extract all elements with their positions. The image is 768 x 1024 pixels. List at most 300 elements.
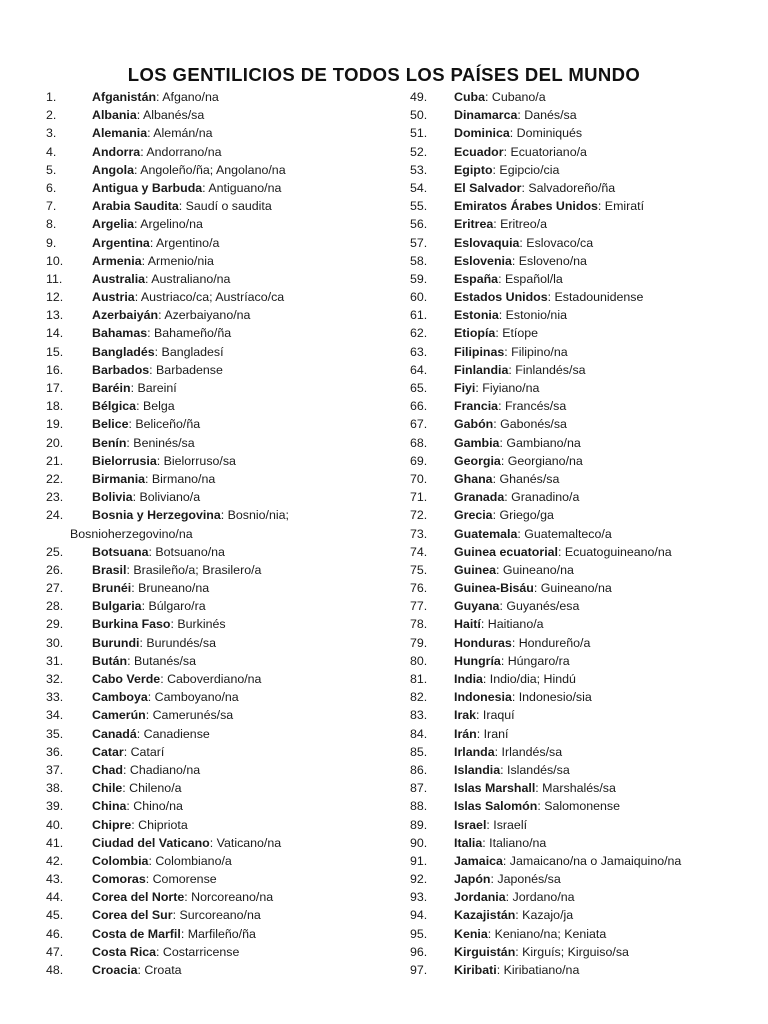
country-name: Corea del Sur — [92, 908, 173, 923]
country-name: Camerún — [92, 708, 146, 723]
item-entry — [92, 488, 200, 506]
demonym-text: : Kazajo/ja — [515, 908, 574, 923]
list-item — [410, 543, 760, 561]
list-item — [410, 943, 760, 961]
country-name: Granada — [454, 490, 505, 505]
demonym-text: : Argelino/na — [134, 217, 203, 232]
list-item — [410, 579, 760, 597]
country-name: Guyana — [454, 599, 500, 614]
demonym-text: : Argentino/a — [149, 235, 220, 250]
country-name: Bután — [92, 653, 128, 668]
country-name: Bélgica — [92, 399, 137, 414]
item-number: 19. — [46, 417, 64, 432]
item-entry — [92, 288, 284, 306]
list-item — [410, 634, 760, 652]
item-entry — [454, 179, 615, 197]
demonym-text: : Irlandés/sa — [494, 744, 563, 759]
country-name: Israel — [454, 817, 487, 832]
country-name: Brunéi — [92, 581, 132, 596]
country-name: Canadá — [92, 726, 137, 741]
item-entry — [92, 234, 219, 252]
item-number: 87. — [410, 781, 428, 796]
item-entry — [454, 288, 643, 306]
item-number: 8. — [46, 217, 57, 232]
item-entry — [454, 143, 587, 161]
demonym-text: : Ecuatoriano/a — [503, 144, 587, 159]
demonym-text: : Salvadoreño/ña — [521, 180, 616, 195]
item-entry — [454, 215, 547, 233]
country-name: Guinea — [454, 562, 496, 577]
item-entry — [454, 906, 573, 924]
item-entry — [454, 270, 563, 288]
list-item — [410, 88, 760, 106]
item-number: 47. — [46, 944, 64, 959]
list-item — [46, 124, 386, 142]
item-number: 42. — [46, 853, 64, 868]
item-number: 1. — [46, 90, 57, 104]
list-item — [46, 615, 386, 633]
item-number: 91. — [410, 853, 428, 868]
item-number: 57. — [410, 235, 428, 250]
list-item — [410, 288, 760, 306]
item-entry — [454, 725, 508, 743]
item-number: 37. — [46, 762, 64, 777]
item-number: 72. — [410, 508, 428, 523]
demonym-text: : Jordano/na — [505, 890, 575, 905]
country-name: Emiratos Árabes Unidos — [454, 199, 598, 214]
country-name: Japón — [454, 872, 491, 887]
list-item — [410, 870, 760, 888]
item-number: 3. — [46, 126, 57, 141]
list-item — [46, 88, 386, 106]
item-number: 6. — [46, 180, 57, 195]
item-entry — [454, 743, 562, 761]
country-name: Indonesia — [454, 690, 512, 705]
demonym-continuation: Bosnioherzegovino/na — [70, 526, 193, 541]
list-item — [46, 452, 386, 470]
item-number: 78. — [410, 617, 428, 632]
item-entry — [92, 124, 213, 142]
list-item — [46, 579, 386, 597]
list-item — [46, 161, 386, 179]
demonym-text: : Guatemalteco/a — [517, 526, 612, 541]
item-entry — [92, 434, 195, 452]
item-number: 75. — [410, 562, 428, 577]
demonym-text: : Salomonense — [537, 799, 620, 814]
item-entry — [454, 706, 515, 724]
item-number: 95. — [410, 926, 428, 941]
country-name: Georgia — [454, 453, 501, 468]
item-number: 12. — [46, 290, 64, 305]
demonym-text: : Dominiqués — [509, 126, 583, 141]
list-item — [410, 124, 760, 142]
demonym-text: : Finlandés/sa — [508, 362, 586, 377]
country-name: Islas Salomón — [454, 799, 538, 814]
demonym-text: : Chadiano/na — [122, 762, 201, 777]
item-number: 94. — [410, 908, 428, 923]
demonym-text: : Israelí — [486, 817, 528, 832]
item-number: 67. — [410, 417, 428, 432]
country-name: Andorra — [92, 144, 141, 159]
list-item — [46, 888, 386, 906]
item-entry — [92, 579, 209, 597]
item-entry — [92, 143, 222, 161]
demonym-text: : Egipcio/cia — [492, 162, 560, 177]
country-name: Chad — [92, 762, 123, 777]
item-entry — [92, 779, 182, 797]
demonym-text: : Iraquí — [476, 708, 515, 723]
country-name: Afganistán — [92, 90, 157, 104]
country-name: Ghana — [454, 471, 493, 486]
demonym-text: : Español/la — [498, 271, 563, 286]
demonym-text: : Estonio/nia — [498, 308, 567, 323]
demonym-text: : Andorrano/na — [140, 144, 222, 159]
country-name: Burkina Faso — [92, 617, 171, 632]
country-name: Gabón — [454, 417, 494, 432]
item-entry — [92, 561, 261, 579]
item-number: 46. — [46, 926, 64, 941]
item-number: 7. — [46, 199, 57, 214]
item-entry — [92, 725, 210, 743]
country-name: Croacia — [92, 963, 138, 977]
item-number: 53. — [410, 162, 428, 177]
item-number: 85. — [410, 744, 428, 759]
demonym-text: : Bosnio/nia; — [220, 508, 289, 523]
item-number: 68. — [410, 435, 428, 450]
demonym-text: : Iraní — [476, 726, 509, 741]
country-name: Jordania — [454, 890, 506, 905]
item-number: 35. — [46, 726, 64, 741]
list-item — [46, 434, 386, 452]
list-item — [410, 761, 760, 779]
item-number: 55. — [410, 199, 428, 214]
item-number: 27. — [46, 581, 64, 596]
list-item — [46, 270, 386, 288]
demonym-text: : Beliceño/ña — [128, 417, 201, 432]
country-name: Irlanda — [454, 744, 495, 759]
list-item — [46, 779, 386, 797]
item-entry — [454, 379, 539, 397]
demonym-text: : Azerbaiyano/na — [158, 308, 251, 323]
country-name: Colombia — [92, 853, 149, 868]
list-item — [410, 306, 760, 324]
item-number: 36. — [46, 744, 64, 759]
item-entry — [92, 106, 204, 124]
item-entry — [92, 179, 281, 197]
country-name: Argelia — [92, 217, 135, 232]
demonym-text: : Beninés/sa — [126, 435, 195, 450]
list-item — [46, 852, 386, 870]
list-item — [410, 743, 760, 761]
item-entry — [454, 943, 629, 961]
country-name: Dinamarca — [454, 108, 518, 123]
item-number: 86. — [410, 762, 428, 777]
country-name: Egipto — [454, 162, 493, 177]
demonym-text: : Comorense — [145, 872, 217, 887]
item-entry — [454, 306, 567, 324]
country-name: Islandia — [454, 762, 501, 777]
item-entry — [92, 743, 164, 761]
demonym-text: : Gambiano/na — [499, 435, 581, 450]
demonym-text: : Colombiano/a — [148, 853, 232, 868]
item-entry — [454, 852, 681, 870]
country-name: Chile — [92, 781, 123, 796]
item-number: 64. — [410, 362, 428, 377]
country-name: Armenia — [92, 253, 142, 268]
list-item — [410, 906, 760, 924]
item-number: 32. — [46, 672, 64, 686]
demonym-text: : Chino/na — [126, 799, 183, 814]
country-name: Guinea ecuatorial — [454, 544, 558, 559]
item-entry — [454, 397, 566, 415]
item-number: 80. — [410, 653, 428, 668]
item-entry — [92, 906, 261, 924]
demonym-text: : Emiratí — [597, 199, 645, 214]
country-name: Comoras — [92, 872, 146, 887]
item-number: 62. — [410, 326, 428, 341]
list-item-continuation — [46, 525, 386, 543]
list-item — [410, 525, 760, 543]
item-entry — [454, 779, 616, 797]
list-item — [46, 415, 386, 433]
item-entry — [92, 543, 225, 561]
country-name: Bosnia y Herzegovina — [92, 508, 221, 523]
item-entry — [92, 306, 250, 324]
list-item — [410, 234, 760, 252]
list-item — [410, 161, 760, 179]
item-entry — [92, 670, 261, 688]
item-number: 38. — [46, 781, 64, 796]
country-name: Irak — [454, 708, 477, 723]
item-number: 44. — [46, 890, 64, 905]
demonym-text: : Georgiano/na — [500, 453, 583, 468]
demonym-text: : Armenio/nia — [141, 253, 214, 268]
list-item — [46, 343, 386, 361]
item-entry — [92, 397, 175, 415]
demonym-text: : Angoleño/ña; Angolano/na — [134, 162, 286, 177]
country-name: Irán — [454, 726, 477, 741]
item-entry — [92, 888, 273, 906]
list-item — [410, 961, 760, 979]
demonym-text: : Bangladesí — [154, 344, 224, 359]
item-number: 82. — [410, 690, 428, 705]
item-number: 69. — [410, 453, 428, 468]
demonym-text: : Norcoreano/na — [184, 890, 274, 905]
demonym-text: : Belga — [136, 399, 175, 414]
list-item — [46, 234, 386, 252]
item-entry — [454, 124, 582, 142]
item-number: 63. — [410, 344, 428, 359]
demonym-text: : Vaticano/na — [209, 835, 282, 850]
list-item — [46, 761, 386, 779]
country-name: Camboya — [92, 690, 148, 705]
demonym-text: : Estadounidense — [547, 290, 644, 305]
item-number: 65. — [410, 381, 428, 395]
item-entry — [454, 106, 577, 124]
item-entry — [454, 361, 586, 379]
demonym-text: : Boliviano/a — [132, 490, 201, 505]
demonym-text: : Croata — [137, 963, 182, 977]
demonym-text: : Gabonés/sa — [493, 417, 567, 432]
list-item — [410, 706, 760, 724]
list-item — [46, 597, 386, 615]
item-number: 61. — [410, 308, 428, 323]
demonym-text: : Bielorruso/sa — [156, 453, 236, 468]
country-name: Azerbaiyán — [92, 308, 159, 323]
list-item — [46, 506, 386, 524]
demonym-text: : Búlgaro/ra — [141, 599, 206, 614]
demonym-text: : Costarricense — [156, 944, 240, 959]
country-name: Albania — [92, 108, 137, 123]
list-item — [410, 252, 760, 270]
item-entry — [92, 215, 203, 233]
demonym-text: : Keniano/na; Keniata — [487, 926, 607, 941]
list-item — [46, 561, 386, 579]
demonym-text: : Bareiní — [130, 381, 177, 395]
item-entry — [92, 415, 200, 433]
demonym-text: : Chileno/a — [122, 781, 182, 796]
list-item — [410, 852, 760, 870]
list-item — [410, 834, 760, 852]
demonym-text: : Caboverdiano/na — [160, 672, 262, 686]
country-name: Bulgaria — [92, 599, 142, 614]
list-item — [46, 816, 386, 834]
demonym-text: : Francés/sa — [498, 399, 567, 414]
country-name: Ciudad del Vaticano — [92, 835, 210, 850]
item-entry — [454, 324, 538, 342]
country-name: Gambia — [454, 435, 500, 450]
item-entry — [92, 88, 219, 106]
country-name: Argentina — [92, 235, 150, 250]
item-number: 66. — [410, 399, 428, 414]
item-entry — [92, 361, 223, 379]
country-name: Francia — [454, 399, 499, 414]
demonym-text: : Chipriota — [131, 817, 188, 832]
list-item — [410, 324, 760, 342]
demonym-text: : Indonesio/sia — [511, 690, 592, 705]
country-name: Antigua y Barbuda — [92, 180, 203, 195]
demonym-text: : Saudí o saudita — [178, 199, 272, 214]
demonym-text: : Guineano/na — [533, 581, 612, 596]
country-name: Barbados — [92, 362, 150, 377]
item-entry — [454, 452, 583, 470]
demonym-text: : Burundés/sa — [139, 635, 216, 650]
item-number: 15. — [46, 344, 64, 359]
item-number: 49. — [410, 90, 428, 104]
list-item — [410, 179, 760, 197]
item-entry — [92, 252, 214, 270]
item-number: 21. — [46, 453, 64, 468]
item-entry — [92, 452, 236, 470]
country-name: Austria — [92, 290, 135, 305]
item-entry — [454, 597, 579, 615]
item-entry — [454, 834, 546, 852]
item-number: 93. — [410, 890, 428, 905]
demonym-text: : Haitiano/a — [480, 617, 544, 632]
item-number: 17. — [46, 381, 64, 395]
demonym-text: : Guineano/na — [496, 562, 574, 577]
list-item — [410, 452, 760, 470]
item-number: 96. — [410, 944, 428, 959]
list-item — [46, 925, 386, 943]
item-number: 56. — [410, 217, 428, 232]
list-item — [410, 797, 760, 815]
country-name: Eslovaquia — [454, 235, 520, 250]
country-name: Cabo Verde — [92, 672, 161, 686]
item-number: 71. — [410, 490, 428, 505]
country-name: Burundi — [92, 635, 140, 650]
list-item — [46, 634, 386, 652]
list-item — [46, 397, 386, 415]
item-entry — [454, 615, 544, 633]
list-item — [410, 143, 760, 161]
list-item — [410, 688, 760, 706]
item-entry — [454, 652, 570, 670]
country-name: Jamaica — [454, 853, 503, 868]
country-name: Costa Rica — [92, 944, 157, 959]
demonym-text: : Danés/sa — [517, 108, 577, 123]
list-item — [46, 688, 386, 706]
item-number: 9. — [46, 235, 57, 250]
item-number: 29. — [46, 617, 64, 632]
country-name: Alemania — [92, 126, 148, 141]
item-number: 52. — [410, 144, 428, 159]
item-number: 30. — [46, 635, 64, 650]
item-entry — [454, 888, 575, 906]
item-number: 4. — [46, 144, 57, 159]
item-entry — [454, 797, 620, 815]
demonym-text: : Etíope — [495, 326, 539, 341]
country-name: Botsuana — [92, 544, 149, 559]
demonym-text: : Burkinés — [170, 617, 226, 632]
country-name: Bangladés — [92, 344, 155, 359]
country-name: Angola — [92, 162, 134, 177]
country-name: Birmania — [92, 471, 146, 486]
item-entry — [92, 270, 230, 288]
country-name: China — [92, 799, 127, 814]
demonym-text: : Ecuatoguineano/na — [557, 544, 672, 559]
demonym-text: : Austriaco/ca; Austríaco/ca — [134, 290, 285, 305]
list-item — [410, 434, 760, 452]
list-item — [410, 106, 760, 124]
item-number: 2. — [46, 108, 57, 123]
list-item — [410, 361, 760, 379]
item-entry — [454, 634, 590, 652]
demonym-text: : Camboyano/na — [147, 690, 239, 705]
item-number: 60. — [410, 290, 428, 305]
list-item — [46, 706, 386, 724]
left-column — [46, 88, 386, 979]
item-number: 90. — [410, 835, 428, 850]
demonym-text: : Camerunés/sa — [145, 708, 234, 723]
item-entry — [92, 852, 232, 870]
country-name: Guatemala — [454, 526, 518, 541]
list-item — [46, 488, 386, 506]
item-number: 26. — [46, 562, 64, 577]
demonym-text: : Eritreo/a — [493, 217, 547, 232]
country-name: Eritrea — [454, 217, 494, 232]
country-name: Guinea-Bisáu — [454, 581, 534, 596]
demonym-text: : Antiguano/na — [202, 180, 282, 195]
demonym-text: : Afgano/na — [156, 90, 219, 104]
country-name: Australia — [92, 271, 146, 286]
country-name: Kirguistán — [454, 944, 516, 959]
country-name: India — [454, 672, 483, 686]
list-item — [410, 725, 760, 743]
item-number: 24. — [46, 508, 64, 523]
list-item — [410, 343, 760, 361]
item-entry — [454, 88, 546, 106]
